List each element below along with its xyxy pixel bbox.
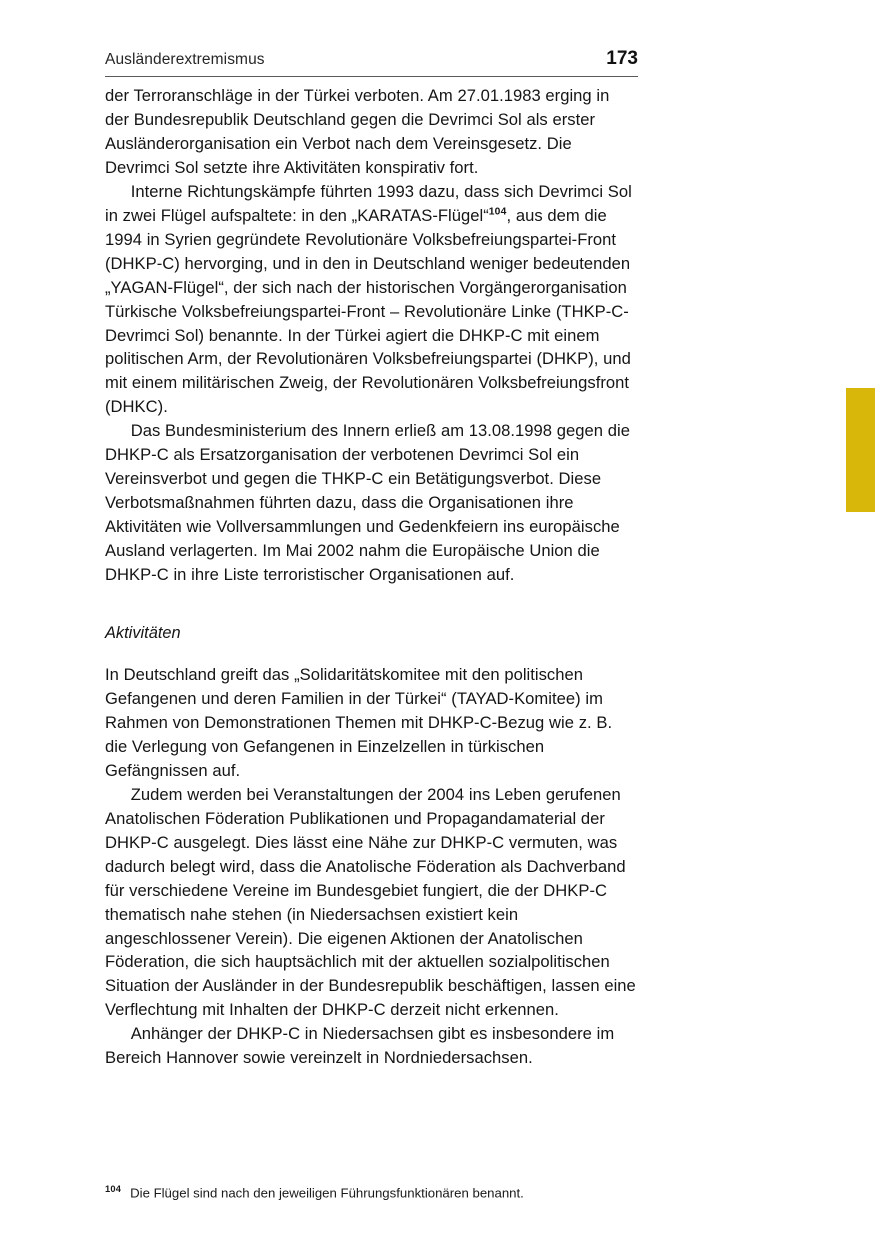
running-head [105,48,638,77]
paragraph-6 [105,1022,638,1070]
paragraph-2 [105,180,638,420]
paragraph-5 [105,783,638,1023]
text-column [105,84,638,1070]
paragraph-3-text: Das Bundesministerium des Innern erließ am 13.08.1998 gegen die DHKP-C als Ersatzorganisation der verbotenen Devrimci Sol ein Vereinsverbot und gegen die THKP-C ein Betätigungsverbot. Diese Verbotsmaßnahmen führten dazu, dass die Organisationen ihre Aktivitäten wie Vollversammlungen und Gedenkfeiern ins europäische Ausland verlagerten. Im Mai 2002 nahm die Europäische Union die DHKP-C in ihre Liste terroristischer Organisationen auf. [105,421,630,585]
thumb-index-tab [846,388,875,512]
spacer-before-heading [105,587,638,621]
paragraph-2-text-part-2: , aus dem die 1994 in Syrien gegründete Revolutionäre Volksbefreiungspartei-Front (DHKP-C) hervorging, und in den in Deutschland weniger bedeutenden „YAGAN-Flügel“, der sich nach der historischen Vorgängerorganisation Türkische Volksbefreiungspartei-Front – Revolutionäre Linke (THKP-C-Devrimci Sol) benannte. In der Türkei agiert die DHKP-C mit einem politischen Arm, der Revolutionären Volksbefreiungspartei (DHKP), und mit einem militärischen Zweig, der Revolutionären Volksbefreiungsfront (DHKC). [105,205,631,417]
paragraph-4 [105,663,638,783]
footnote-marker-104: 104 [105,1184,122,1194]
running-head-title: Ausländerextremismus [105,51,265,68]
footnote-reference-104[interactable]: 104 [488,206,507,218]
paragraph-2-text-part-1: Interne Richtungskämpfe führten 1993 dazu, dass sich Devrimci Sol in zwei Flügel aufspaltete: in den „KARATAS-Flügel“ [105,181,632,225]
paragraph-4-text: In Deutschland greift das „Solidaritätskomitee mit den politischen Gefangenen und deren Familien in der Türkei“ (TAYAD-Komitee) im Rahmen von Demonstrationen Themen mit DHKP-C-Bezug wie z. B. die Verlegung von Gefangenen in Einzelzellen in türkischen Gefängnissen auf. [105,665,613,780]
paragraph-3 [105,419,638,587]
footnote-text: Die Flügel sind nach den jeweiligen Führungsfunktionären benannt. [130,1185,524,1201]
paragraph-6-text: Anhänger der DHKP-C in Niedersachsen gibt es insbesondere im Bereich Hannover sowie vereinzelt in Nordniedersachsen. [105,1024,615,1068]
page-number: 173 [606,48,638,69]
footnote-block [105,1180,665,1202]
paragraph-1 [105,84,638,180]
paragraph-5-text: Zudem werden bei Veranstaltungen der 2004 ins Leben gerufenen Anatolischen Föderation Publikationen und Propagandamaterial der DHKP-C ausgelegt. Dies lässt eine Nähe zur DHKP-C vermuten, was dadurch belegt wird, dass die Anatolische Föderation als Dachverband für verschiedene Vereine im Bundesgebiet fungiert, die der DHKP-C thematisch nahe stehen (in Niedersachsen existiert kein angeschlossener Verein). Die eigenen Aktionen der Anatolischen Föderation, die sich hauptsächlich mit der aktuellen sozialpolitischen Situation der Ausländer in der Bundesrepublik beschäftigen, lassen eine Verflechtung mit Inhalten der DHKP-C derzeit nicht erkennen. [105,784,636,1020]
spacer-after-heading [105,645,638,663]
section-heading-aktivitaeten: Aktivitäten [105,624,181,643]
paragraph-1-text: der Terroranschläge in der Türkei verboten. Am 27.01.1983 erging in der Bundesrepublik Deutschland gegen die Devrimci Sol als erster Ausländerorganisation ein Verbot nach dem Vereinsgesetz. Die Devrimci Sol setzte ihre Aktivitäten konspirativ fort. [105,86,610,177]
